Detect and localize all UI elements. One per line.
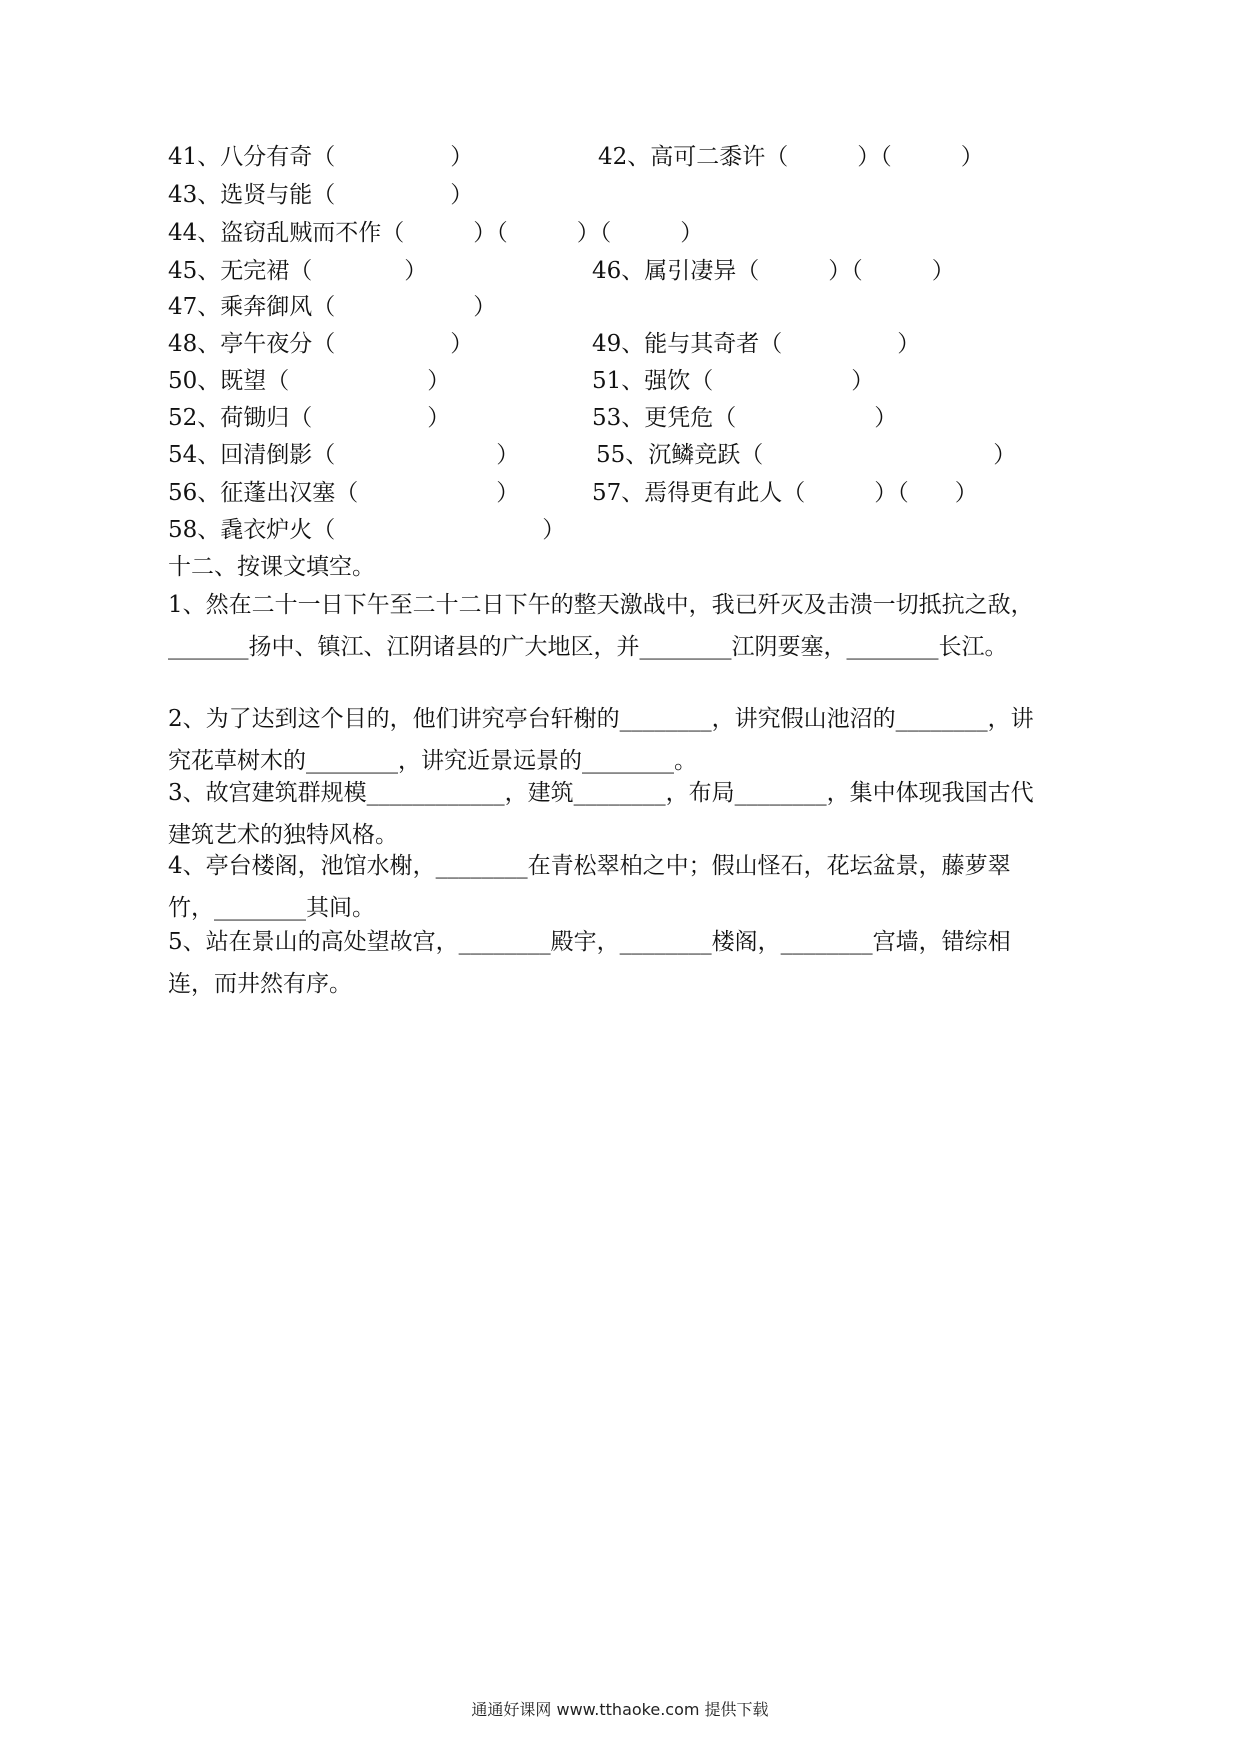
question-47: 47、乘奔御风（ ）: [168, 294, 497, 320]
question-55: 55、沉鳞竞跃（ ）: [596, 442, 1017, 468]
section-title: 十二、按课文填空。: [168, 554, 375, 580]
question-44: 44、盗窃乱贼而不作（ ）（ ）（ ）: [168, 220, 704, 246]
question-54: 54、回清倒影（ ）: [168, 442, 520, 468]
question-50: 50、既望（ ）: [168, 368, 451, 394]
question-41: 41、八分有奇（ ）: [168, 144, 474, 170]
question-56: 56、征蓬出汉塞（ ）: [168, 480, 520, 506]
page-footer: 通通好课网 www.tthaoke.com 提供下载: [471, 1700, 769, 1719]
question-51: 51、强饮（ ）: [592, 368, 875, 394]
fill-in-paragraph-5: 5、站在景山的高处望故宫，________殿宇，________楼阁，________宫墙，错综相连，而井然有序。: [168, 929, 1011, 997]
question-48: 48、亭午夜分（ ）: [168, 331, 474, 357]
fill-in-paragraph-3: 3、故宫建筑群规模____________，建筑________，布局________，集中体现我国古代建筑艺术的独特风格。: [168, 780, 1034, 848]
question-45: 45、无完裙（ ）: [168, 258, 428, 284]
question-57: 57、焉得更有此人（ ）（ ）: [592, 480, 978, 506]
question-53: 53、更凭危（ ）: [592, 405, 898, 431]
question-58: 58、毳衣炉火（ ）: [168, 517, 566, 543]
question-43: 43、选贤与能（ ）: [168, 182, 474, 208]
question-46: 46、属引凄异（ ）（ ）: [592, 258, 955, 284]
fill-in-paragraph-1: 1、然在二十一日下午至二十二日下午的整天激战中，我已歼灭及击溃一切抵抗之敌，_______扬中、镇江、江阴诸县的广大地区，并________江阴要塞，________长江。: [168, 592, 1034, 660]
question-49: 49、能与其奇者（ ）: [592, 331, 921, 357]
fill-in-paragraph-2: 2、为了达到这个目的，他们讲究亭台轩榭的________，讲究假山池沼的________，讲究花草树木的________，讲究近景远景的________。: [168, 706, 1034, 774]
question-42: 42、高可二黍许（ ）（ ）: [598, 144, 984, 170]
question-52: 52、荷锄归（ ）: [168, 405, 451, 431]
fill-in-paragraph-4: 4、亭台楼阁，池馆水榭，________在青松翠柏之中；假山怪石，花坛盆景，藤萝翠竹，________其间。: [168, 853, 1011, 921]
